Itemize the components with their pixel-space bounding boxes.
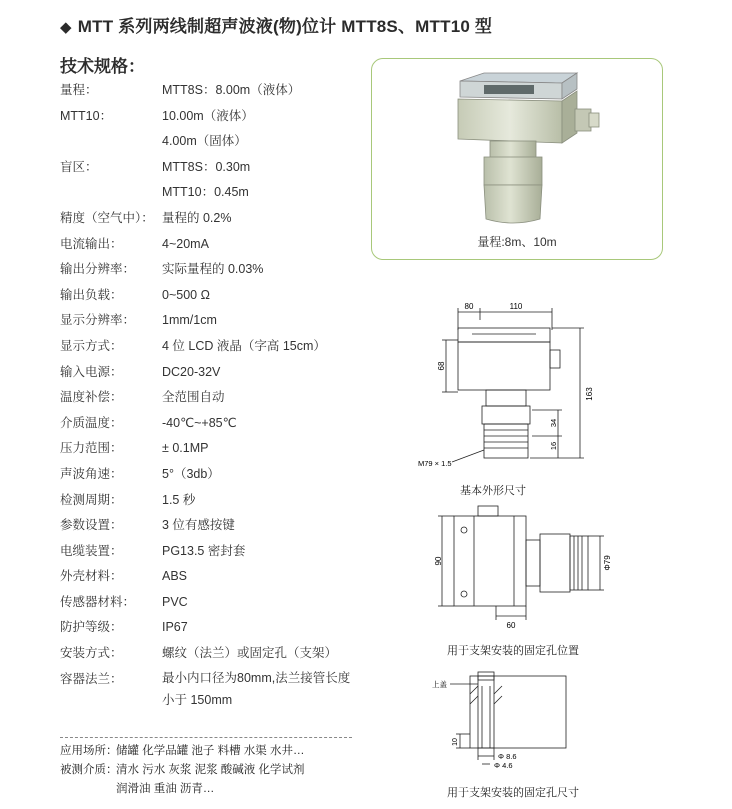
applications-media-cont	[60, 780, 304, 799]
spec-row	[60, 513, 380, 539]
spec-label: 量程：	[60, 83, 98, 97]
spec-row	[60, 590, 380, 616]
spec-value: PG13.5 密封套	[162, 543, 246, 558]
spec-value: 4.00m（固体）	[162, 134, 247, 149]
top-cover-label: 上盖	[432, 680, 447, 689]
spec-value: 1.5 秒	[162, 492, 196, 507]
spec-row	[60, 155, 380, 181]
spec-value: MTT8S：0.30m	[162, 159, 251, 174]
spec-row	[60, 129, 380, 155]
section-title: 技术规格：	[60, 57, 145, 76]
dim-phi-8-6: Φ 8.6	[498, 752, 517, 761]
spec-value: 3 位有感按键	[162, 518, 235, 533]
page-title	[60, 12, 492, 37]
diagram3-caption: 用于支架安装的固定孔尺寸	[447, 787, 579, 799]
spec-label: 压力范围：	[60, 441, 123, 456]
divider	[60, 737, 352, 738]
dim-80: 80	[464, 302, 474, 311]
applications-media	[60, 761, 304, 780]
dim-163: 163	[585, 387, 594, 401]
spec-value: 实际量程的 0.03%	[162, 262, 264, 277]
spec-value: ABS	[162, 569, 188, 584]
thread-label: M79 × 1.5	[418, 459, 452, 468]
spec-row	[60, 436, 380, 462]
spec-value: ± 0.1MP	[162, 441, 209, 456]
spec-value: 10.00m（液体）	[162, 108, 254, 123]
spec-value: 4~20mA	[162, 236, 209, 251]
dim-34: 34	[549, 418, 558, 428]
spec-label: 防护等级：	[60, 620, 123, 635]
spec-row	[60, 385, 380, 411]
spec-label: 容器法兰：	[60, 671, 123, 686]
dim-68: 68	[437, 361, 446, 371]
spec-row	[60, 462, 380, 488]
photo-caption: 量程:8m、10m	[477, 235, 557, 249]
dim-10: 10	[452, 738, 459, 746]
spec-row	[60, 360, 380, 386]
spec-row	[60, 206, 380, 232]
spec-row	[60, 641, 380, 667]
diagram-bracket-hole-position	[430, 500, 610, 630]
spec-value: DC20-32V	[162, 364, 221, 379]
spec-row	[60, 411, 380, 437]
dim-phi79: Φ79	[603, 555, 612, 571]
spec-value: -40℃~+85℃	[162, 415, 237, 430]
applications	[60, 742, 304, 799]
spec-value: 0~500 Ω	[162, 287, 210, 302]
dim-phi-4-6: Φ 4.6	[494, 761, 513, 770]
spec-row	[60, 283, 380, 309]
spec-label: 安装方式：	[60, 646, 123, 661]
spec-label: 输出负载：	[60, 287, 123, 302]
spec-label: 传感器材料：	[60, 594, 136, 609]
spec-row	[60, 334, 380, 360]
spec-row	[60, 232, 380, 258]
dim-110: 110	[509, 302, 523, 311]
applications-sites	[60, 742, 304, 761]
sites-text: 储罐 化学品罐 池子 料槽 水渠 水井…	[116, 745, 305, 757]
spec-label: 电流输出：	[60, 236, 123, 251]
spec-label: 检测周期：	[60, 492, 123, 507]
spec-label: 盲区：	[60, 159, 98, 174]
dim-60: 60	[506, 621, 516, 630]
spec-label: 显示分辨率：	[60, 313, 136, 328]
diagram-bracket-hole-size	[430, 664, 580, 784]
diagram2-caption: 用于支架安装的固定孔位置	[447, 645, 579, 657]
media-label: 被测介质：	[60, 764, 118, 776]
spec-label: 温度补偿：	[60, 390, 123, 405]
spec-row	[60, 104, 380, 130]
spec-value: 1mm/1cm	[162, 313, 217, 328]
spec-row	[60, 488, 380, 514]
spec-value: PVC	[162, 594, 188, 609]
sites-label: 应用场所：	[60, 745, 118, 757]
spec-label: 介质温度：	[60, 415, 123, 430]
spec-value: MTT10：0.45m	[162, 185, 249, 200]
spec-value: 螺纹（法兰）或固定孔（支架）	[162, 646, 338, 661]
product-photo-illustration	[372, 59, 662, 229]
spec-row	[60, 78, 380, 104]
spec-label: 外壳材料：	[60, 569, 123, 584]
spec-row	[60, 308, 380, 334]
spec-value: 5°（3db）	[162, 466, 220, 481]
spec-row-flange	[60, 667, 380, 711]
spec-label: 输入电源：	[60, 364, 123, 379]
spec-value: MTT8S：8.00m（液体）	[162, 83, 301, 97]
spec-row	[60, 615, 380, 641]
dim-90: 90	[434, 556, 443, 566]
spec-value: 最小内口径为80mm,法兰接管长度小于 150mm	[162, 670, 351, 707]
page-title-text: MTT 系列两线制超声波液(物)位计 MTT8S、MTT10 型	[77, 17, 493, 36]
spec-label: 显示方式：	[60, 338, 123, 353]
spec-row	[60, 564, 380, 590]
dim-16: 16	[549, 441, 558, 451]
diagram1-caption: 基本外形尺寸	[460, 485, 526, 497]
spec-value: 4 位 LCD 液晶（字高 15cm）	[162, 338, 326, 353]
spec-label: 参数设置：	[60, 518, 123, 533]
spec-value: IP67	[162, 620, 188, 635]
spec-value: 全范围自动	[162, 390, 225, 405]
spec-row	[60, 180, 380, 206]
spec-value: 量程的 0.2%	[162, 210, 232, 225]
spec-label: 输出分辨率：	[60, 262, 136, 277]
diamond-icon: ◆	[60, 19, 72, 36]
diagram-basic-dimensions	[412, 300, 592, 470]
spec-list	[60, 78, 380, 711]
media-text-2: 润滑油 重油 沥青…	[116, 783, 215, 795]
product-photo-frame	[371, 58, 663, 260]
spec-label: 精度（空气中）：	[60, 210, 154, 225]
spec-row	[60, 257, 380, 283]
media-text-1: 清水 污水 灰浆 泥浆 酸碱液 化学试剂	[116, 764, 305, 776]
spec-label: MTT10：	[60, 108, 113, 123]
spec-row	[60, 539, 380, 565]
spec-label: 声波角速：	[60, 466, 123, 481]
spec-label: 电缆装置：	[60, 543, 123, 558]
